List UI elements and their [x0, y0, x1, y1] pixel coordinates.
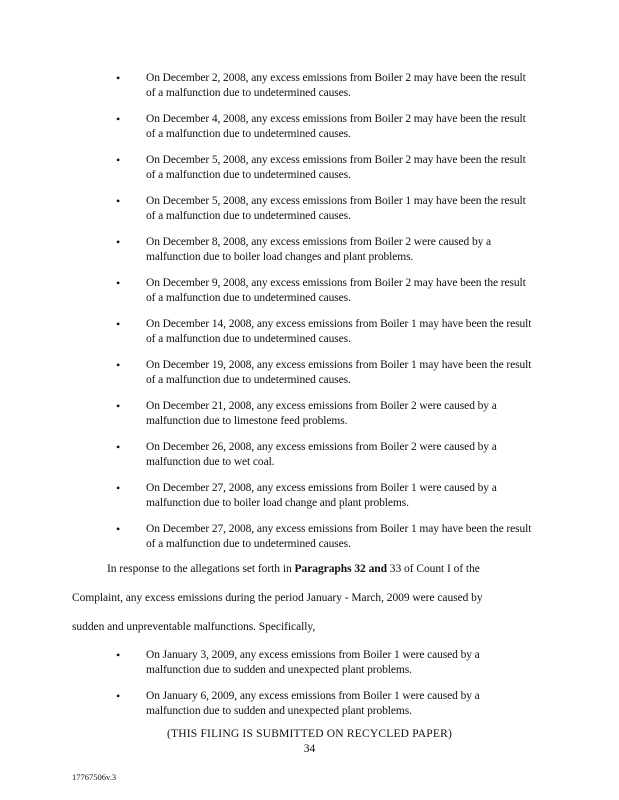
bullet-icon: •: [116, 276, 121, 290]
list-item: [0, 478, 619, 519]
bullet-icon: •: [116, 112, 121, 126]
bullet-icon: •: [116, 689, 121, 703]
bullet-text: On January 3, 2009, any excess emissions from Boiler 1 were caused by a malfunction due to sudden and unexpected plant problems.: [146, 649, 480, 676]
list-item: [0, 645, 619, 686]
bullet-icon: •: [116, 235, 121, 249]
bullet-list-december: [0, 68, 619, 560]
list-item: [0, 150, 619, 191]
list-item: [0, 396, 619, 437]
bullet-icon: •: [116, 481, 121, 495]
bullet-icon: •: [116, 71, 121, 85]
list-item: [0, 437, 619, 478]
list-item: [0, 686, 619, 727]
bullet-text: On December 5, 2008, any excess emissions from Boiler 1 may have been the result of a malfunction due to undetermined causes.: [146, 195, 526, 222]
list-item: [0, 273, 619, 314]
bullet-icon: •: [116, 317, 121, 331]
list-item: [0, 314, 619, 355]
bullet-icon: •: [116, 648, 121, 662]
bullet-text: On December 5, 2008, any excess emissions from Boiler 2 may have been the result of a malfunction due to undetermined causes.: [146, 154, 526, 181]
bullet-text: On December 8, 2008, any excess emissions from Boiler 2 were caused by a malfunction due to boiler load changes and plant problems.: [146, 236, 492, 263]
bullet-text: On December 9, 2008, any excess emissions from Boiler 2 may have been the result of a malfunction due to undetermined causes.: [146, 277, 526, 304]
bullet-text: On December 27, 2008, any excess emissions from Boiler 1 were caused by a malfunction due to boiler load change and plant problems.: [146, 482, 497, 509]
list-item: [0, 109, 619, 150]
page-number: 34: [303, 743, 316, 755]
bullet-text: On December 4, 2008, any excess emissions from Boiler 2 may have been the result of a malfunction due to undetermined causes.: [146, 113, 526, 140]
document-id: 17767506v.3: [72, 772, 117, 782]
paragraph-bold-text: Paragraphs 32 and: [294, 563, 387, 575]
paragraph-line-3: sudden and unpreventable malfunctions. Specifically,: [72, 621, 316, 633]
bullet-text: On December 19, 2008, any excess emissions from Boiler 1 may have been the result of a malfunction due to undetermined causes.: [146, 359, 532, 386]
bullet-text: On December 27, 2008, any excess emissions from Boiler 1 may have been the result of a malfunction due to undetermined causes.: [146, 523, 532, 550]
bullet-text: On December 26, 2008, any excess emissions from Boiler 2 were caused by a malfunction due to wet coal.: [146, 441, 497, 468]
list-item: [0, 519, 619, 560]
list-item: [0, 232, 619, 273]
bullet-text: On December 21, 2008, any excess emissions from Boiler 2 were caused by a malfunction due to limestone feed problems.: [146, 400, 497, 427]
list-item: [0, 191, 619, 232]
bullet-icon: •: [116, 153, 121, 167]
list-item: [0, 68, 619, 109]
bullet-icon: •: [116, 522, 121, 536]
list-item: [0, 355, 619, 396]
bullet-icon: •: [116, 194, 121, 208]
bullet-icon: •: [116, 440, 121, 454]
bullet-icon: •: [116, 399, 121, 413]
paragraph-text: 33 of Count I of the: [386, 563, 480, 575]
bullet-text: On January 6, 2009, any excess emissions from Boiler 1 were caused by a malfunction due to sudden and unexpected plant problems.: [146, 690, 480, 717]
paragraph-line-1: [107, 562, 480, 577]
recycled-paper-notice: (THIS FILING IS SUBMITTED ON RECYCLED PAPER): [166, 728, 453, 740]
paragraph-text: In response to the allegations set forth in: [107, 563, 295, 575]
bullet-text: On December 14, 2008, any excess emissions from Boiler 1 may have been the result of a malfunction due to undetermined causes.: [146, 318, 532, 345]
bullet-icon: •: [116, 358, 121, 372]
bullet-list-january: [0, 645, 619, 727]
paragraph-line-2: Complaint, any excess emissions during the period January - March, 2009 were caused by: [72, 592, 483, 604]
bullet-text: On December 2, 2008, any excess emissions from Boiler 2 may have been the result of a malfunction due to undetermined causes.: [146, 72, 526, 99]
